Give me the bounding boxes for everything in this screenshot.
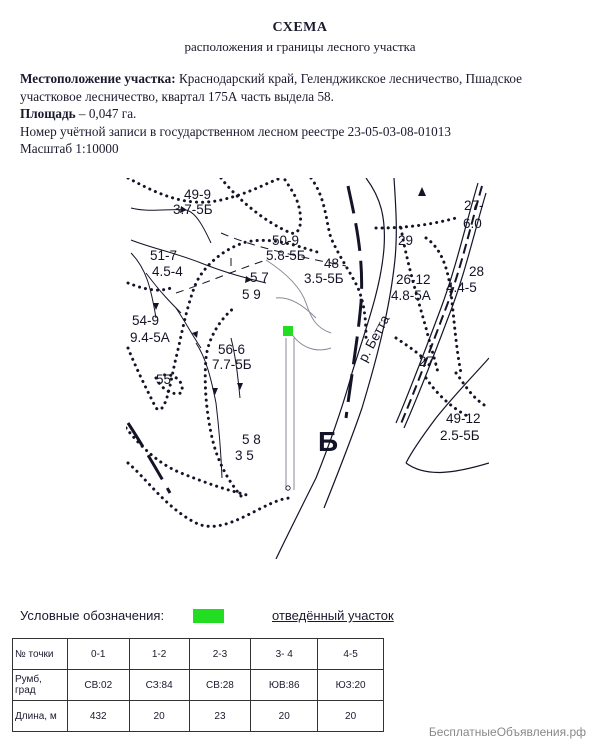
legend	[20, 608, 580, 628]
table-cell: 2-3	[189, 639, 251, 670]
forest-map	[126, 178, 489, 559]
label-27: 27-	[464, 198, 484, 213]
legend-plot-label: отведённый участок	[272, 608, 394, 623]
label-28: 28	[469, 264, 485, 279]
table-cell: ЮВ:86	[251, 670, 318, 701]
label-48-b: 3.5-5Б	[304, 271, 344, 286]
label-26-12: 26-12	[396, 272, 431, 287]
location-value: Краснодарский край, Геленджикское лесничество, Пшадское участковое лесничество, квартал 175А часть выдела 58.	[20, 71, 522, 104]
label-49-9: 49-9	[184, 187, 212, 202]
document-subtitle: расположения и границы лесного участка	[184, 39, 416, 54]
label-27-c: 27.	[419, 354, 438, 369]
table-row	[13, 639, 384, 670]
row-header-bearing: Румб, град	[13, 670, 68, 701]
label-54-9: 54-9	[132, 313, 160, 328]
table-cell: 1-2	[129, 639, 189, 670]
table-cell: 3- 4	[251, 639, 318, 670]
legend-plot-swatch	[193, 609, 224, 623]
table-cell: 4-5	[318, 639, 384, 670]
legend-caption: Условные обозначения:	[20, 608, 165, 623]
label-57-b: 5 9	[242, 287, 261, 302]
label-48: 48	[324, 256, 340, 271]
label-58-b: 3 5	[235, 448, 254, 463]
table-cell: 432	[68, 701, 130, 732]
map-svg	[126, 178, 489, 559]
table-cell: 20	[318, 701, 384, 732]
label-51-7-b: 4.5-4	[152, 264, 183, 279]
label-27-b: 6.0	[463, 216, 482, 231]
label-quarter: Б	[318, 426, 339, 457]
label-54-9-b: 9.4-5А	[130, 330, 170, 345]
table-cell: СВ:02	[68, 670, 130, 701]
label-river: р. Бетта	[355, 312, 393, 365]
label-55: 55	[156, 372, 172, 387]
table-row	[13, 701, 384, 732]
row-header-points: № точки	[13, 639, 68, 670]
allocated-plot	[283, 326, 293, 336]
label-58: 5 8	[242, 432, 261, 447]
label-26-12-b: 4.8-5А	[391, 288, 431, 303]
registry-line: Номер учётной записи в государственном лесном реестре 23-05-03-08-01013	[20, 123, 451, 139]
table-cell: СЗ:84	[129, 670, 189, 701]
label-56-6: 56-6	[218, 342, 246, 357]
area-line	[20, 105, 580, 123]
table-cell: 20	[129, 701, 189, 732]
label-50-9-b: 5.8-5Б	[266, 248, 306, 263]
table-cell: СВ:28	[189, 670, 251, 701]
row-header-length: Длина, м	[13, 701, 68, 732]
label-49-12-b: 2.5-5Б	[440, 428, 480, 443]
label-49-9-b: 3.7-5Б	[173, 202, 213, 217]
table-cell: ЮЗ:20	[318, 670, 384, 701]
table-row	[13, 670, 384, 701]
table-cell: 20	[251, 701, 318, 732]
document-title: СХЕМА	[272, 20, 328, 35]
label-56-6-b: 7.7-5Б	[212, 357, 252, 372]
label-51-7: 51-7	[150, 248, 178, 263]
bearing-table	[12, 638, 384, 732]
location-line	[20, 70, 580, 105]
area-label: Площадь	[20, 106, 76, 122]
label-57: 5 7	[250, 270, 269, 285]
table-cell: 23	[189, 701, 251, 732]
scale-line: Масштаб 1:10000	[20, 141, 119, 157]
label-28-b: 4.4-5	[446, 280, 477, 295]
label-50-9: 50-9	[272, 233, 300, 248]
label-49-12: 49-12	[446, 411, 481, 426]
plot-info	[20, 70, 580, 158]
table-cell: 0-1	[68, 639, 130, 670]
location-label: Местоположение участка:	[20, 71, 176, 86]
area-value: – 0,047 га.	[75, 106, 137, 122]
label-29: 29	[398, 233, 414, 248]
watermark: БесплатныеОбъявления.рф	[428, 725, 586, 739]
